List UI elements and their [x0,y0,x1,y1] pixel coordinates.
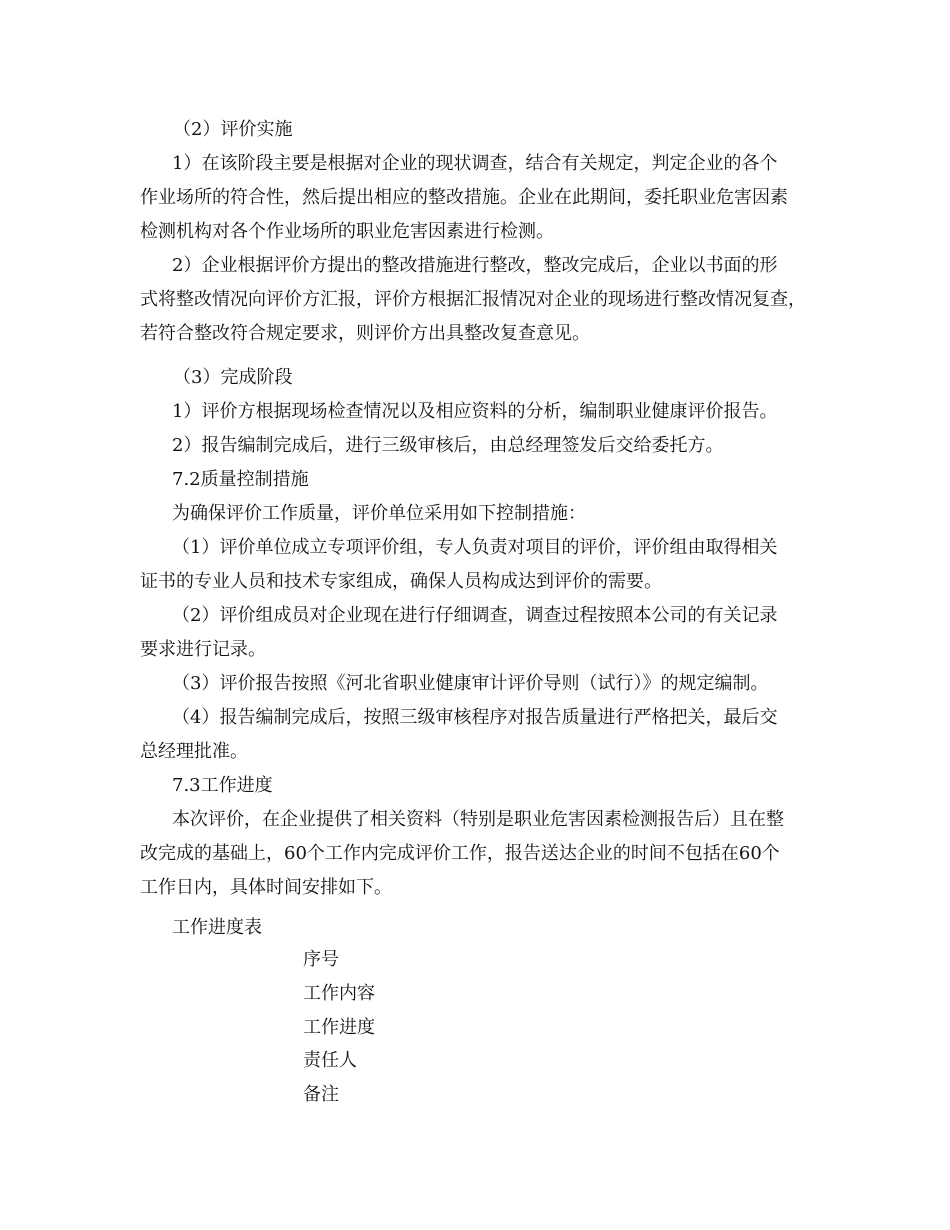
text-line: 式将整改情况向评价方汇报，评价方根据汇报情况对企业的现场进行整改情况复查， [140,289,806,310]
schedule-column-remarks: 备注 [303,1084,339,1105]
schedule-column-progress: 工作进度 [303,1017,375,1038]
section-heading-completion-stage: （3）完成阶段 [173,367,293,388]
paragraph-completion-step-2: 2）报告编制完成后，进行三级审核后，由总经理签发后交给委托方。 [172,435,724,456]
paragraph-implementation-step-1 [140,147,820,249]
text-line: 要求进行记录。 [140,639,266,660]
paragraph-implementation-step-2 [140,249,820,351]
paragraph-quality-measure-4 [140,701,820,769]
section-heading-7-3: 7.3工作进度 [172,775,273,796]
text-line: 若符合整改符合规定要求，则评价方出具整改复查意见。 [140,323,590,344]
text-line: 2）企业根据评价方提出的整改措施进行整改，整改完成后，企业以书面的形 [172,255,778,276]
schedule-table-title: 工作进度表 [172,917,262,938]
paragraph-quality-measure-3: （3）评价报告按照《河北省职业健康审计评价导则（试行）》的规定编制。 [172,673,769,694]
paragraph-quality-intro: 为确保评价工作质量，评价单位采用如下控制措施： [172,503,586,524]
text-line: 检测机构对各个作业场所的职业危害因素进行检测。 [140,221,554,242]
text-line: 工作日内，具体时间安排如下。 [140,877,392,898]
text-line: 证书的专业人员和技术专家组成，确保人员构成达到评价的需要。 [140,571,662,592]
text-line: （4）报告编制完成后，按照三级审核程序对报告质量进行严格把关，最后交 [172,707,778,728]
text-line: 作业场所的符合性，然后提出相应的整改措施。企业在此期间，委托职业危害因素 [140,187,788,208]
schedule-column-responsible: 责任人 [303,1050,357,1071]
schedule-column-content: 工作内容 [303,983,375,1004]
section-heading-evaluation-implementation: （2）评价实施 [173,119,293,140]
schedule-column-number: 序号 [303,949,339,970]
text-line: 1）在该阶段主要是根据对企业的现状调查，结合有关规定，判定企业的各个 [172,153,778,174]
paragraph-quality-measure-1 [140,531,820,599]
paragraph-schedule-description [140,803,820,905]
text-line: 总经理批准。 [140,741,248,762]
section-heading-7-2: 7.2质量控制措施 [172,469,309,490]
text-line: （2）评价组成员对企业现在进行仔细调查，调查过程按照本公司的有关记录 [172,605,778,626]
paragraph-quality-measure-2 [140,599,820,667]
paragraph-completion-step-1: 1）评价方根据现场检查情况以及相应资料的分析，编制职业健康评价报告。 [172,401,778,422]
text-line: （1）评价单位成立专项评价组，专人负责对项目的评价，评价组由取得相关 [172,537,778,558]
text-line: 本次评价，在企业提供了相关资料（特别是职业危害因素检测报告后）且在整 [172,809,784,830]
text-line: 改完成的基础上，60个工作内完成评价工作，报告送达企业的时间不包括在60个 [140,843,780,864]
